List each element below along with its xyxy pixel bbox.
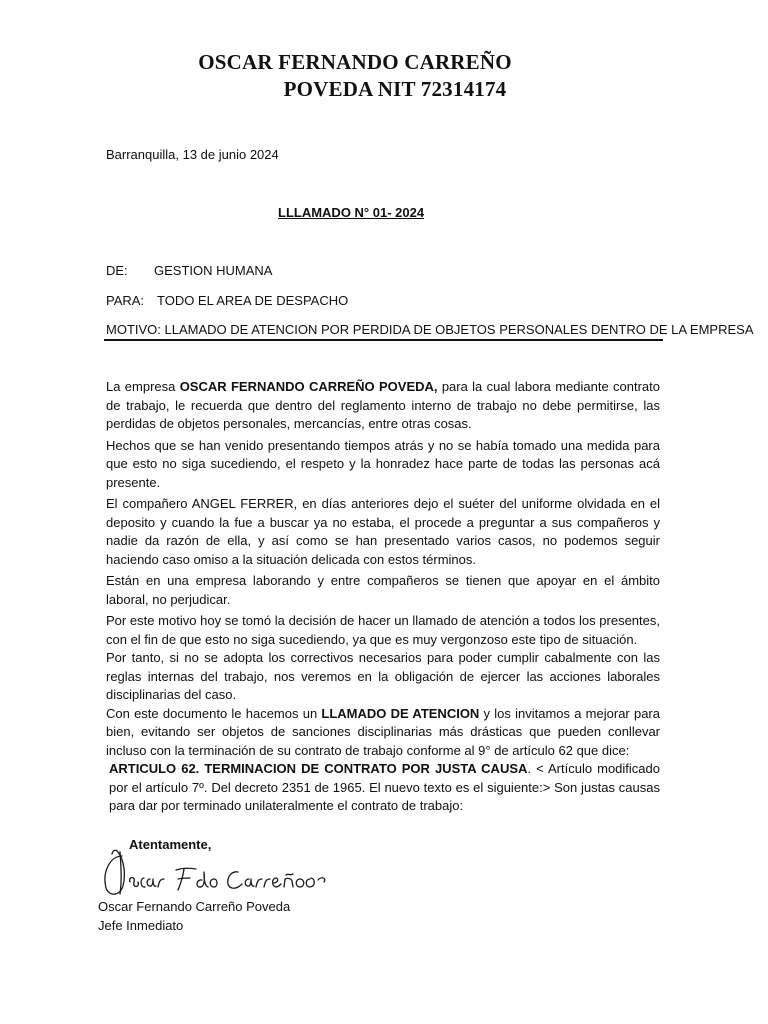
paragraph-8-text: . < Artículo modificado por el artículo 7º. Del decreto 2351 de 1965. El nuevo texto es el siguiente:> Son justas causas para dar por terminado unilateralmente el contrato de trabajo: <box>109 761 660 813</box>
llamado-de-atencion-inline: LLAMADO DE ATENCION <box>321 705 480 721</box>
paragraph-1-intro: La empresa <box>106 379 180 394</box>
de-label: DE: <box>106 263 128 278</box>
paragraph-2: Hechos que se han venido presentando tiempos atrás y no se había tomado una medida para que esto no siga sucediendo, el respeto y la honradez hace parte de todas las personas acá presente. <box>106 437 660 490</box>
de-value: GESTION HUMANA <box>154 263 273 278</box>
para-value: TODO EL AREA DE DESPACHO <box>157 293 349 308</box>
llamado-title: LLLAMADO N° 01- 2024 <box>278 205 425 220</box>
handwritten-signature <box>98 848 330 898</box>
company-name-line1: OSCAR FERNANDO CARREÑO <box>198 50 512 74</box>
closing: Atentamente, <box>129 837 212 852</box>
paragraph-5: Por este motivo hoy se tomó la decisión de hacer un llamado de atención a todos los presentes, con el fin de que esto no siga sucediendo, ya que es muy vergonzoso este tipo de situación. <box>106 613 660 647</box>
paragraph-8 <box>106 760 660 816</box>
signer-name: Oscar Fernando Carreño Poveda <box>98 899 291 914</box>
paragraph-6: Por tanto, si no se adopta los correctivos necesarios para poder cumplir cabalmente con las reglas internas del trabajo, nos veremos en la obligación de ejercer las acciones laborales disciplinarias del caso. <box>106 650 660 702</box>
paragraph-7-intro: Con este documento le hacemos un <box>106 705 322 721</box>
company-name-inline: OSCAR FERNANDO CARREÑO POVEDA, <box>179 379 438 394</box>
paragraph-4: Están en una empresa laborando y entre compañeros se tienen que apoyar en el ámbito laboral, no perjudicar. <box>106 573 660 607</box>
company-name-line2: POVEDA NIT 72314174 <box>283 77 507 101</box>
para-label: PARA: <box>106 293 145 308</box>
paragraph-7 <box>106 705 660 761</box>
de-row <box>106 262 273 281</box>
letter-date: Barranquilla, 13 de junio 2024 <box>106 147 279 162</box>
letter-body <box>106 378 660 816</box>
paragraph-7-text: y los invitamos a mejorar para bien, evitando ser objetos de sanciones disciplinarias más drásticas que pueden conllevar incluso con la terminación de su contrato de trabajo conforme al 9° de artículo 62 que dice: <box>106 705 660 758</box>
signer-role: Jefe Inmediato <box>98 918 184 933</box>
paragraph-1 <box>106 378 660 434</box>
paragraph-1-text: para la cual labora mediante contrato de trabajo, le recuerda que dentro del reglamento interno de trabajo no debe permitirse, las perdidas de objetos personales, mercancías, entre otras cosas. <box>106 379 660 431</box>
motivo-divider <box>104 339 663 341</box>
para-row <box>106 292 349 311</box>
paragraph-3: El compañero ANGEL FERRER, en días anteriores dejo el suéter del uniforme olvidada en el deposito y cuando la fue a buscar ya no estaba, el procede a preguntar a sus compañeros y nadie da razón de ella, y así como se han presentado varios casos, no podemos seguir haciendo caso omiso a la situación delicada con estos términos. <box>106 496 660 567</box>
motivo-line: MOTIVO: LLAMADO DE ATENCION POR PERDIDA DE OBJETOS PERSONALES DENTRO DE LA EMPRESA <box>106 322 754 337</box>
articulo-62-heading: ARTICULO 62. TERMINACION DE CONTRATO POR JUSTA CAUSA <box>109 761 528 776</box>
